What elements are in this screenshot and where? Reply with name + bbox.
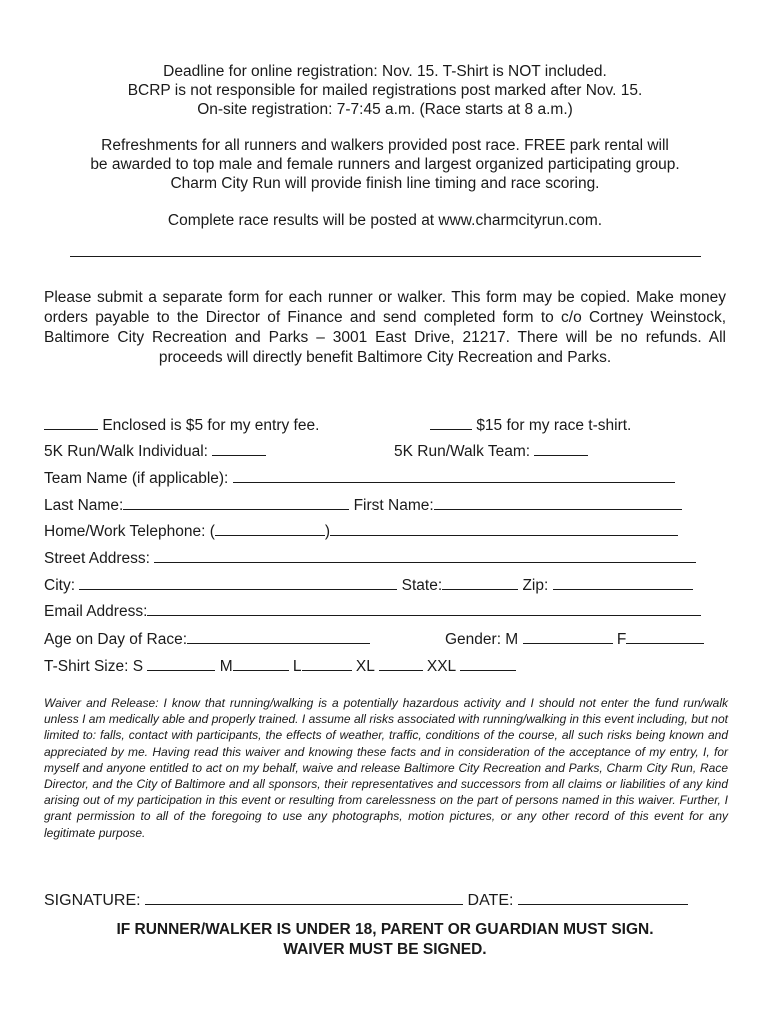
state-label: State: — [401, 577, 443, 594]
city-row — [44, 575, 693, 595]
name-row — [44, 495, 682, 515]
signature-label: SIGNATURE: — [44, 892, 141, 909]
signature-row — [44, 890, 688, 910]
telephone-row: Home/Work Telephone: ( ) — [44, 521, 678, 541]
deadline-info — [40, 62, 730, 119]
results-line: Complete race results will be posted at www.charmcityrun.com. — [167, 212, 603, 229]
gender-m-label: Gender: M — [445, 631, 519, 648]
tshirt-fee-label: $15 for my race t-shirt. — [476, 417, 632, 434]
entry-fee-row — [44, 415, 319, 435]
zip-label: Zip: — [522, 577, 549, 594]
tshirt-fee-row — [430, 415, 631, 435]
individual-row — [44, 441, 266, 461]
email-label: Email Address: — [44, 603, 148, 620]
age-row — [44, 629, 370, 649]
size-m-blank[interactable] — [233, 656, 289, 671]
age-field[interactable] — [187, 629, 370, 644]
age-label: Age on Day of Race: — [44, 631, 188, 648]
zip-field[interactable] — [553, 575, 693, 590]
team-name-label: Team Name (if applicable): — [44, 470, 229, 487]
email-field[interactable] — [147, 601, 701, 616]
area-code-field[interactable] — [215, 521, 325, 536]
street-row — [44, 548, 696, 568]
entry-fee-blank[interactable] — [44, 415, 98, 430]
team-name-row — [44, 468, 675, 488]
telephone-label: Home/Work Telephone: — [44, 523, 206, 540]
waiver-text: Waiver and Release: I know that running/walking is a potentially hazardous activity and I should not enter the fund run/walk unless I am medically able and properly trained. I assume all risks associated with running/walking in this event including, but not limited to: falls, contact with participants, the effects of weather, traffic, conditions of the course, all such risks being known and appreciated by me. Having read this waiver and knowing these facts and in consideration of the acceptance of my entry, I, for myself and anyone entitled to act on my behalf, waive and release Baltimore City Recreation and Parks, Charm City Run, Race Director, and the City of Baltimore and all sponsors, their representatives and successors from all claims or liabilities of any kind arising out of my participation in this event or resulting from carelessness on the part of persons named in this waiver. Further, I grant permission to all of the foregoing to use any photographs, motion pictures, or any other record of this event for any legitimate purpose. — [44, 696, 728, 840]
size-m-label: M — [219, 658, 233, 675]
refreshment-line: Refreshments for all runners and walkers provided post race. FREE park rental will — [101, 137, 669, 154]
size-s-label: T-Shirt Size: S — [44, 658, 144, 675]
team-blank[interactable] — [534, 441, 588, 456]
date-label: DATE: — [467, 892, 514, 909]
state-field[interactable] — [442, 575, 518, 590]
size-xxl-blank[interactable] — [460, 656, 516, 671]
refreshment-line: Charm City Run will provide finish line timing and race scoring. — [170, 175, 600, 192]
size-xxl-label: XXL — [426, 658, 456, 675]
signature-field[interactable] — [145, 890, 463, 905]
team-name-field[interactable] — [233, 468, 675, 483]
team-row — [394, 441, 588, 461]
gender-f-label: F — [616, 631, 627, 648]
telephone-field[interactable] — [330, 521, 678, 536]
street-label: Street Address: — [44, 550, 150, 567]
size-l-label: L — [292, 658, 302, 675]
tshirt-fee-blank[interactable] — [430, 415, 472, 430]
city-label: City: — [44, 577, 75, 594]
submission-instructions: Please submit a separate form for each runner or walker. This form may be copied. Make money orders payable to the Director of Finance and send completed form to c/o Cortney Weinstock, Baltimore City Recreation and Parks – 3001 East Drive, 21217. There will be no refunds. All proceeds will directly benefit Baltimore City Recreation and Parks. — [44, 289, 726, 366]
deadline-line: On-site registration: 7-7:45 a.m. (Race starts at 8 a.m.) — [197, 101, 573, 118]
street-field[interactable] — [154, 548, 696, 563]
gender-m-blank[interactable] — [523, 629, 613, 644]
gender-row — [445, 629, 704, 649]
waiver-notice: WAIVER MUST BE SIGNED. — [283, 941, 487, 958]
refreshment-line: be awarded to top male and female runners and largest organized participating group. — [90, 156, 680, 173]
refreshment-info — [40, 136, 730, 193]
first-name-label: First Name: — [353, 497, 434, 514]
last-name-label: Last Name: — [44, 497, 124, 514]
tshirt-size-row — [44, 656, 516, 676]
last-name-field[interactable] — [123, 495, 349, 510]
date-field[interactable] — [518, 890, 688, 905]
individual-label: 5K Run/Walk Individual: — [44, 443, 208, 460]
deadline-line: Deadline for online registration: Nov. 15. T-Shirt is NOT included. — [163, 63, 607, 80]
size-xl-blank[interactable] — [379, 656, 423, 671]
entry-fee-label: Enclosed is $5 for my entry fee. — [102, 417, 320, 434]
guardian-notice: IF RUNNER/WALKER IS UNDER 18, PARENT OR GUARDIAN MUST SIGN. — [116, 921, 654, 938]
deadline-line: BCRP is not responsible for mailed registrations post marked after Nov. 15. — [127, 82, 643, 99]
size-l-blank[interactable] — [302, 656, 352, 671]
size-s-blank[interactable] — [147, 656, 215, 671]
divider-rule — [70, 256, 701, 257]
city-field[interactable] — [79, 575, 397, 590]
size-xl-label: XL — [355, 658, 375, 675]
team-label: 5K Run/Walk Team: — [394, 443, 531, 460]
individual-blank[interactable] — [212, 441, 266, 456]
first-name-field[interactable] — [434, 495, 682, 510]
gender-f-blank[interactable] — [626, 629, 704, 644]
email-row — [44, 601, 701, 621]
